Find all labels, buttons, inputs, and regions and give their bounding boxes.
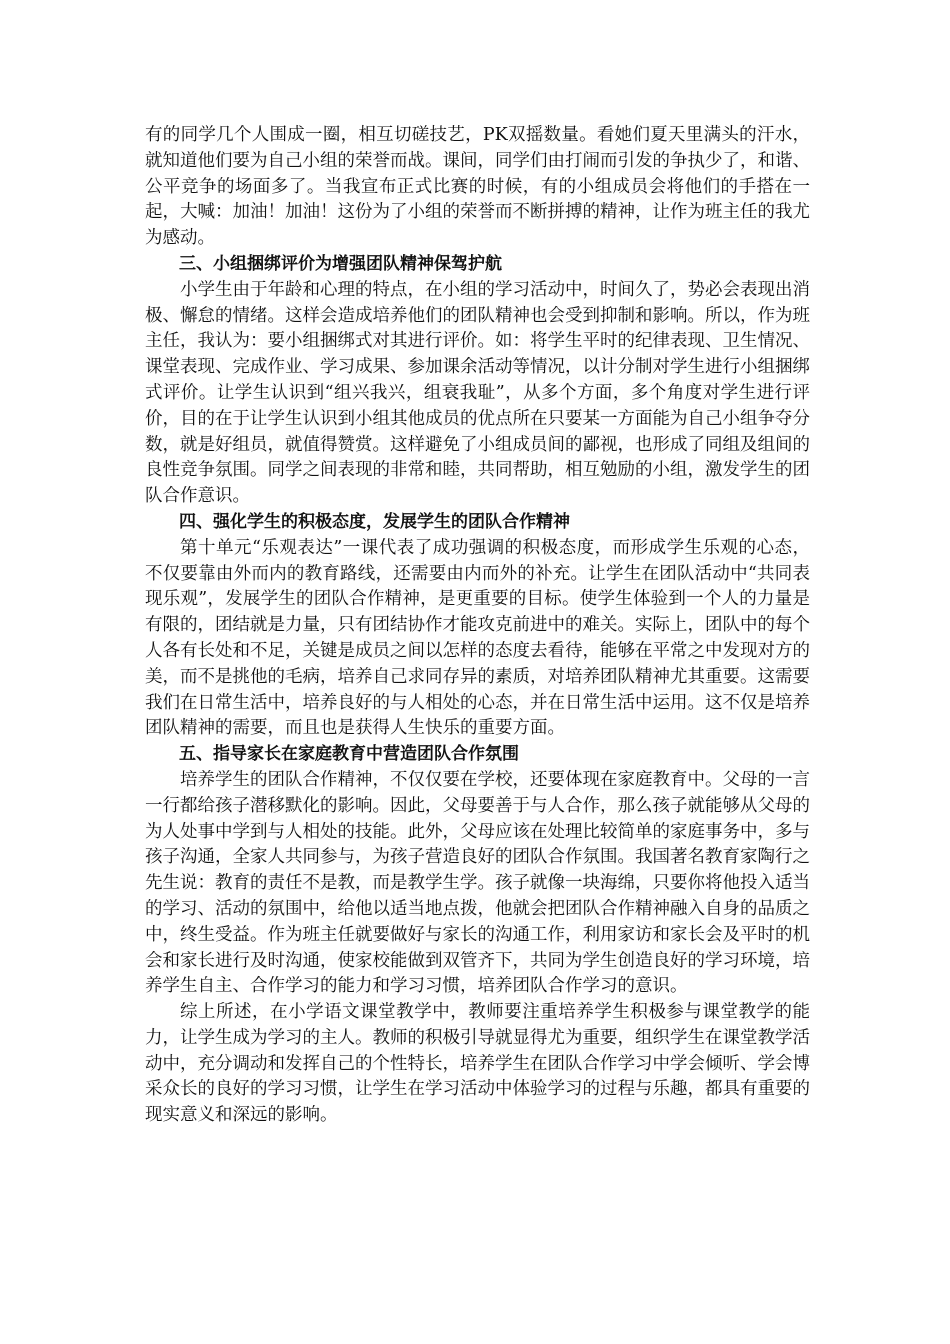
paragraph-continued: 有的同学几个人围成一圈，相互切磋技艺，PK双摇数量。看她们夏天里满头的汗水，就知道他们要为自己小组的荣誉而战。课间，同学们由打闹而引发的争执少了，和谐、公平竞争的场面多了。当我宣布正式比赛的时候，有的小组成员会将他们的手搭在一起，大喊：加油！加油！这份为了小组的荣誉而不断拼搏的精神，让作为班主任的我尤为感动。 (145, 125, 810, 249)
section-heading-3: 三、小组捆绑评价为增强团队精神保驾护航 (179, 253, 502, 274)
document-body (145, 123, 810, 1129)
paragraph-section-3: 小学生由于年龄和心理的特点，在小组的学习活动中，时间久了，势必会表现出消极、懈怠的情绪。这样会造成培养他们的团队精神也会受到抑制和影响。所以，作为班主任，我认为：要小组捆绑式对其进行评价。如：将学生平时的纪律表现、卫生情况、课堂表现、完成作业、学习成果、参加课余活动等情况，以计分制对学生进行小组捆绑式评价。让学生认识到“组兴我兴，组衰我耻”，从多个方面，多个角度对学生进行评价，目的在于让学生认识到小组其他成员的优点所在只要某一方面能为自己小组争夺分数，就是好组员，就值得赞赏。这样避免了小组成员间的鄙视，也形成了同组及组间的良性竞争氛围。同学之间表现的非常和睦，共同帮助，相互勉励的小组，激发学生的团队合作意识。 (145, 279, 810, 507)
section-heading-5: 五、指导家长在家庭教育中营造团队合作氛围 (179, 744, 519, 765)
paragraph-conclusion: 综上所述，在小学语文课堂教学中，教师要注重培养学生积极参与课堂教学的能力，让学生成为学习的主人。教师的积极引导就显得尤为重要，组织学生在课堂教学活动中，充分调动和发挥自己的个性特长，培养学生在团队合作学习中学会倾听、学会博采众长的良好的学习习惯，让学生在学习活动中体验学习的过程与乐趣，都具有重要的现实意义和深远的影响。 (145, 1002, 810, 1126)
paragraph-section-5: 培养学生的团队合作精神，不仅仅要在学校，还要体现在家庭教育中。父母的一言一行都给孩子潜移默化的影响。因此，父母要善于与人合作，那么孩子就能够从父母的为人处事中学到与人相处的技能。此外，父母应该在处理比较简单的家庭事务中，多与孩子沟通，全家人共同参与，为孩子营造良好的团队合作氛围。我国著名教育家陶行之先生说：教育的责任不是教，而是教学生学。孩子就像一块海绵，只要你将他投入适当的学习、活动的氛围中，给他以适当地点拨，他就会把团队合作精神融入自身的品质之中，终生受益。作为班主任就要做好与家长的沟通工作，利用家访和家长会及平时的机会和家长进行及时沟通，使家校能做到双管齐下，共同为学生创造良好的学习环境，培养学生自主、合作学习的能力和学习习惯，培养团队合作学习的意识。 (145, 769, 810, 997)
paragraph-section-4: 第十单元“乐观表达”一课代表了成功强调的积极态度，而形成学生乐观的心态，不仅要靠由外而内的教育路线，还需要由内而外的补充。让学生在团队活动中“共同表现乐观”，发展学生的团队合作精神，是更重要的目标。使学生体验到一个人的力量是有限的，团结就是力量，只有团结协作才能攻克前进中的难关。实际上，团队中的每个人各有长处和不足，关键是成员之间以怎样的态度去看待，能够在平常之中发现对方的美，而不是挑他的毛病，培养自己求同存异的素质，对培养团队精神尤其重要。这需要我们在日常生活中，培养良好的与人相处的心态，并在日常生活中运用。这不仅是培养团队精神的需要，而且也是获得人生快乐的重要方面。 (145, 537, 810, 739)
section-heading-4: 四、强化学生的积极态度，发展学生的团队合作精神 (179, 511, 570, 532)
